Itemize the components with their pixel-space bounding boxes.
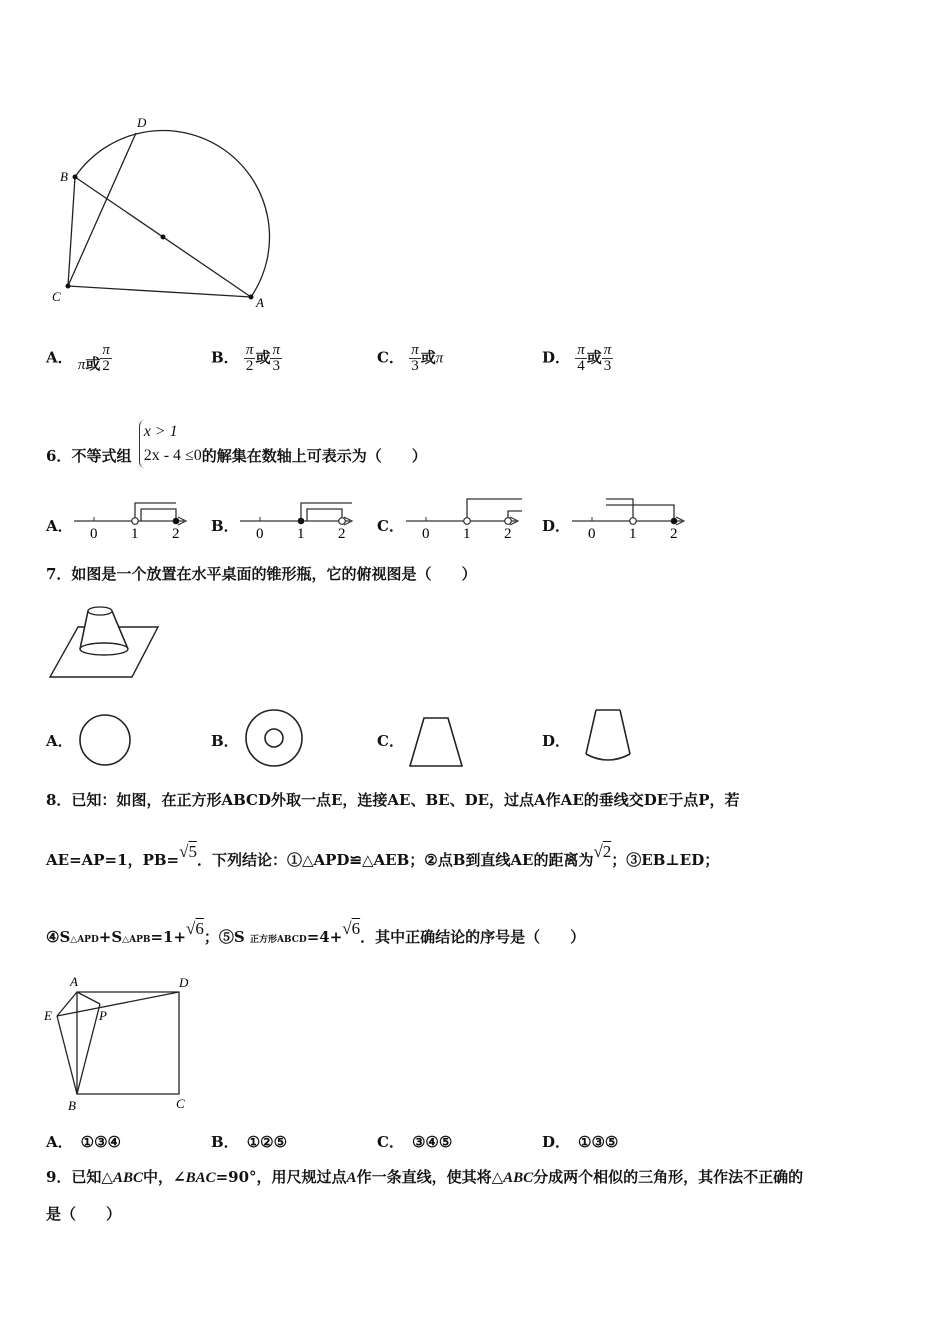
q8-text: AE=AP=1，PB= — [46, 851, 180, 869]
svg-text:E: E — [44, 1008, 52, 1023]
svg-text:2: 2 — [504, 526, 512, 542]
or-word: 或 — [85, 354, 101, 373]
option-letter: A． — [46, 348, 73, 367]
point-B — [73, 175, 78, 180]
svg-text:P: P — [99, 1008, 107, 1023]
q6-numberline-a — [72, 495, 196, 543]
q6-option-b-letter[interactable]: B． — [211, 517, 239, 535]
point-A — [249, 295, 254, 300]
q6-numberline-c — [404, 495, 528, 543]
label-D: D — [137, 115, 147, 130]
pi-value: π — [435, 350, 444, 367]
svg-text:1: 1 — [297, 526, 305, 542]
q8-option-b[interactable]: B． ①②⑤ — [211, 1133, 288, 1151]
inequality-2: 2x - 4 ≤0 — [143, 447, 202, 464]
sqrt-5: √5 — [179, 842, 197, 861]
q9-line2: 是（ ） — [46, 1205, 122, 1223]
q8-text: ；③EB⊥ED； — [611, 851, 720, 869]
stem-text: 不等式组 — [71, 447, 132, 465]
sqrt-6: √6 — [342, 919, 361, 938]
q7-option-c-trapezoid — [406, 712, 466, 770]
q7-option-b-ring — [242, 706, 306, 770]
question-number: 6． — [46, 447, 72, 465]
svg-text:1: 1 — [131, 526, 139, 542]
or-word: 或 — [586, 348, 602, 367]
q8-text: ④S — [46, 928, 71, 946]
fraction: $\frac{\pi}{3}$ — [272, 342, 280, 374]
fraction: $\frac{\pi}{2}$ — [102, 342, 110, 374]
fraction: $\frac{\pi}{3}$ — [603, 342, 612, 374]
q5-option-d[interactable] — [542, 343, 613, 374]
sqrt-2: √2 — [593, 842, 612, 861]
svg-text:2: 2 — [172, 526, 180, 542]
q6-numberline-d — [570, 495, 694, 543]
q7-option-d-letter[interactable]: D． — [542, 732, 571, 750]
q9-line1: 9．已知△ABC中，∠BAC=90°，用尺规过点A作一条直线，使其将△ABC分成两个相似的三角形，其作法不正确的 — [46, 1168, 804, 1186]
q5-option-c[interactable] — [377, 343, 443, 374]
q8-text: =1+ — [150, 928, 187, 946]
option-letter: C． — [377, 348, 404, 367]
or-word: 或 — [420, 348, 436, 367]
fraction: $\frac{\pi}{3}$ — [411, 342, 419, 374]
q7-option-b-letter[interactable]: B． — [211, 732, 239, 750]
svg-text:C: C — [176, 1096, 185, 1111]
subscript: △APB — [122, 935, 151, 945]
subscript: △APD — [70, 935, 99, 945]
sqrt-6: √6 — [186, 919, 204, 938]
stem-text: 的解集在数轴上可表示为（ ） — [201, 447, 427, 465]
q7-stem: 7．如图是一个放置在水平桌面的锥形瓶，它的俯视图是（ ） — [46, 565, 477, 583]
q8-square-figure — [42, 972, 202, 1117]
semicircle-arc — [75, 130, 270, 297]
svg-text:D: D — [179, 975, 189, 990]
q8-option-d[interactable]: D． ①③⑤ — [542, 1133, 619, 1151]
svg-text:0: 0 — [90, 526, 98, 542]
segment-BC — [68, 177, 75, 286]
q5-circle-figure — [48, 110, 288, 315]
inequality-1: x > 1 — [143, 423, 178, 440]
svg-text:B: B — [68, 1098, 76, 1113]
svg-text:2: 2 — [670, 526, 678, 542]
segment-CA — [68, 286, 251, 297]
q7-option-a-circle — [76, 711, 134, 769]
q8-text: ．其中正确结论的序号是（ ） — [360, 928, 586, 946]
svg-text:1: 1 — [629, 526, 637, 542]
q6-option-a-letter[interactable]: A． — [46, 517, 73, 535]
fraction: $\frac{\pi}{4}$ — [577, 342, 585, 374]
svg-text:0: 0 — [588, 526, 596, 542]
option-letter: B． — [211, 348, 239, 367]
q5-option-a[interactable] — [46, 343, 112, 374]
label-B: B — [60, 169, 68, 184]
q8-line2 — [46, 842, 720, 870]
q8-text: ；⑤S — [203, 928, 245, 946]
label-A: A — [256, 295, 264, 310]
q5-option-b[interactable] — [211, 343, 282, 374]
q7-option-a-letter[interactable]: A． — [46, 732, 73, 750]
q8-line1: 8．已知：如图，在正方形ABCD外取一点E，连接AE、BE、DE，过点A作AE的垂线交DE于点P，若 — [46, 791, 740, 809]
chord-CD — [68, 133, 136, 286]
svg-text:A: A — [70, 974, 78, 989]
q8-text: =4+ — [306, 928, 343, 946]
q6-option-d-letter[interactable]: D． — [542, 517, 571, 535]
inequality-system — [139, 420, 202, 468]
q7-flask-figure — [46, 601, 164, 683]
fraction: $\frac{\pi}{2}$ — [245, 342, 254, 374]
or-word: 或 — [255, 348, 271, 367]
svg-text:0: 0 — [422, 526, 430, 542]
q7-option-d-cone — [570, 704, 640, 772]
q8-text: +S — [98, 928, 123, 946]
q8-option-a[interactable]: A． ①③④ — [46, 1133, 121, 1151]
q6-numberline-b — [238, 495, 362, 543]
center-point — [161, 235, 166, 240]
q7-option-c-letter[interactable]: C． — [377, 732, 404, 750]
svg-text:0: 0 — [256, 526, 264, 542]
q8-line3 — [46, 919, 586, 947]
svg-text:2: 2 — [338, 526, 346, 542]
subscript: 正方形ABCD — [249, 935, 307, 945]
option-letter: D． — [542, 348, 571, 367]
label-C: C — [52, 289, 61, 304]
q8-text: ．下列结论：①△APD≌△AEB；②点B到直线AE的距离为 — [196, 851, 594, 869]
point-C — [66, 284, 71, 289]
q6-stem — [46, 420, 427, 476]
pi-value: π — [77, 356, 86, 373]
q8-option-c[interactable]: C． ③④⑤ — [377, 1133, 453, 1151]
svg-text:1: 1 — [463, 526, 471, 542]
q6-option-c-letter[interactable]: C． — [377, 517, 404, 535]
